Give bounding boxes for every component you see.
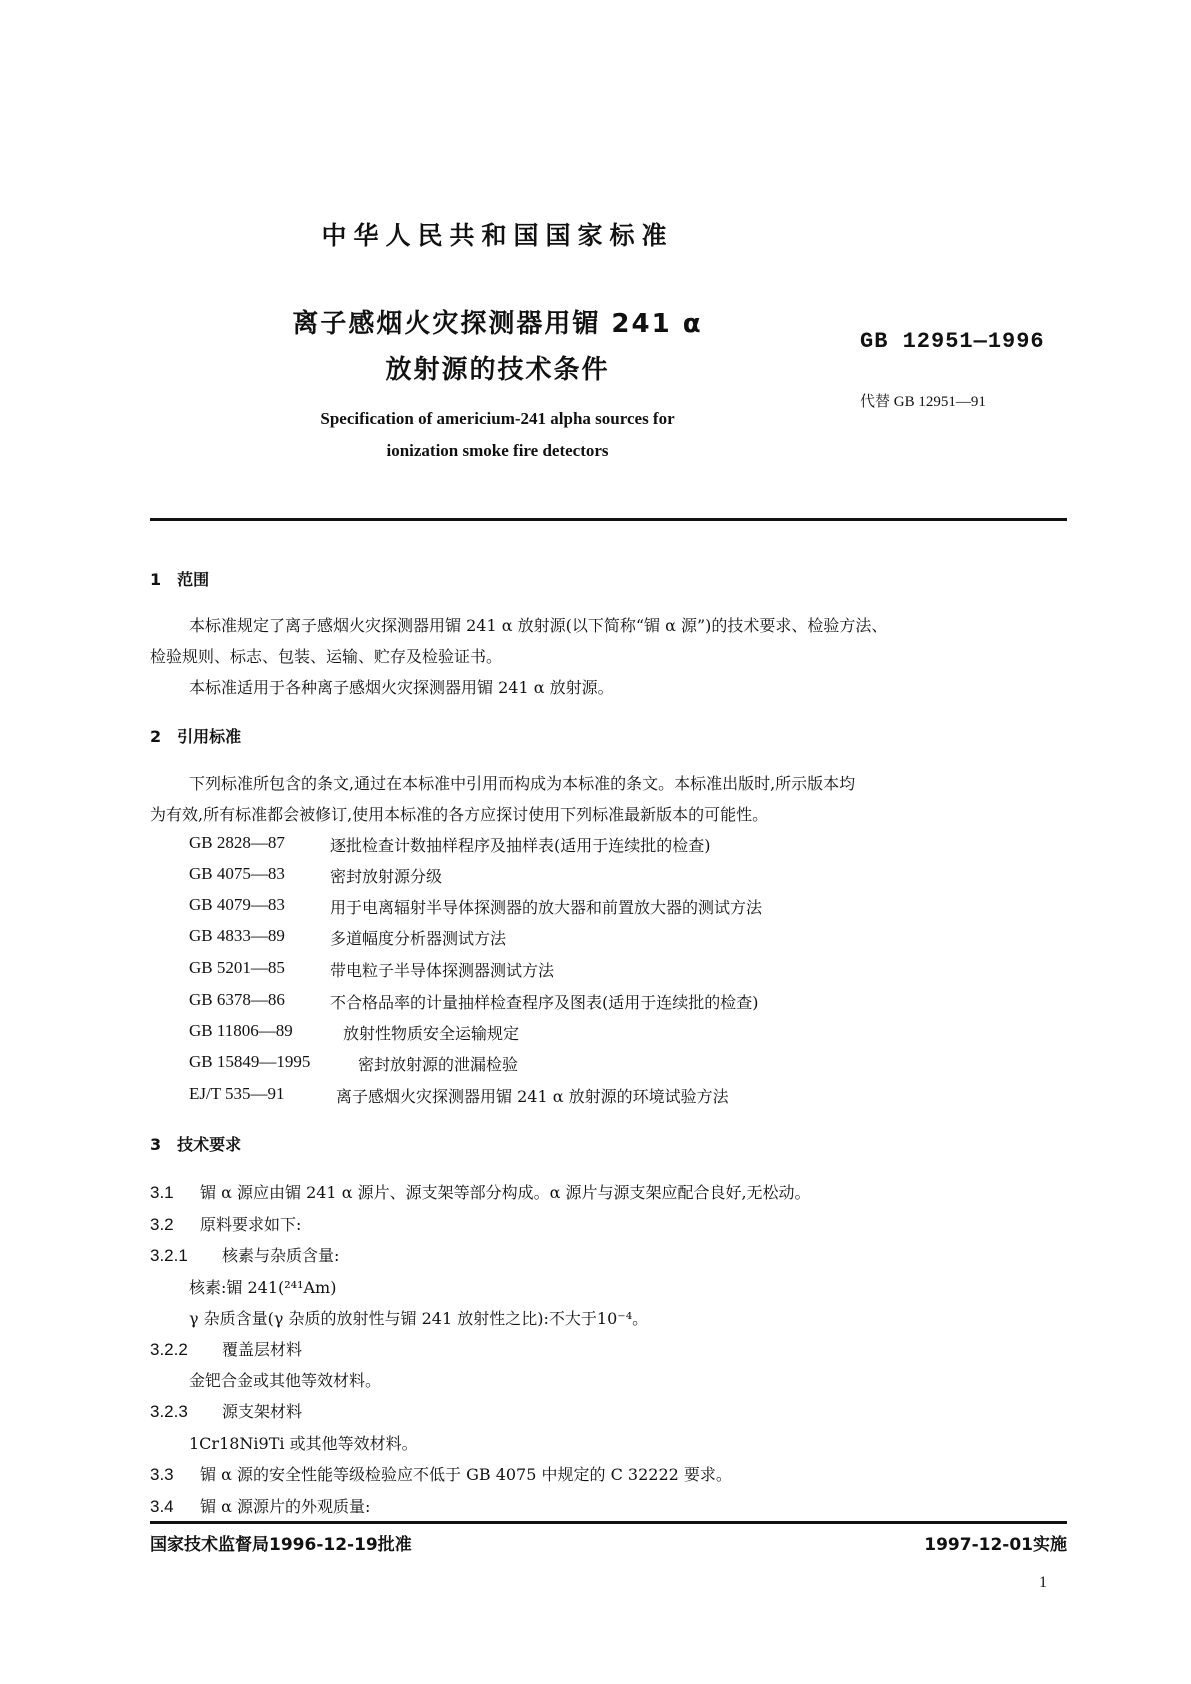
replaces-code: 代替 GB 12951—91 [860,394,986,410]
clause-number: 3.2 [150,1215,174,1234]
reference-code: GB 6378—86 [189,990,285,1009]
clause-3-4 [150,1494,370,1517]
clause-3-2 [150,1212,301,1235]
clause-number: 3.1 [150,1183,174,1202]
page-number: 1 [1039,1574,1047,1591]
paragraph: 为有效,所有标准都会被修订,使用本标准的各方应探讨使用下列标准最新版本的可能性。 [150,805,769,824]
title-cn-line2: 放射源的技术条件 [385,355,610,385]
reference-title: 带电粒子半导体探测器测试方法 [330,961,555,980]
clause-text: 源支架材料 [222,1402,303,1421]
reference-title: 放射性物质安全运输规定 [343,1024,520,1043]
effective-date: 1997-12-01实施 [924,1535,1067,1555]
reference-title: 逐批检查计数抽样程序及抽样表(适用于连续批的检查) [330,836,711,855]
reference-code: EJ/T 535—91 [189,1084,285,1103]
reference-title: 用于电离辐射半导体探测器的放大器和前置放大器的测试方法 [330,898,763,917]
reference-code: GB 11806—89 [189,1021,293,1040]
reference-code: GB 2828—87 [189,833,285,852]
approval-date: 国家技术监督局1996-12-19批准 [150,1535,412,1555]
reference-code: GB 4075—83 [189,864,285,883]
paragraph: 下列标准所包含的条文,通过在本标准中引用而构成为本标准的条文。本标准出版时,所示版本均 [189,774,856,793]
clause-text: 覆盖层材料 [222,1340,303,1359]
clause-number: 3.3 [150,1465,174,1484]
clause-number: 3.2.3 [150,1402,188,1421]
reference-code: GB 15849—1995 [189,1052,311,1071]
top-rule [150,518,1067,521]
standard-type-heading: 中华人民共和国国家标准 [321,221,674,250]
clause-3-2-3 [150,1399,302,1422]
clause-text: 镅 α 源源片的外观质量: [200,1497,371,1516]
standard-code: GB 12951—1996 [860,329,1045,354]
footer-rule [150,1521,1067,1524]
clause-number: 3.2.2 [150,1340,188,1359]
reference-title: 离子感烟火灾探测器用镅 241 α 放射源的环境试验方法 [336,1087,729,1106]
title-en-line2: ionization smoke fire detectors [386,441,609,460]
title-en-line1: Specification of americium-241 alpha sources for [320,409,675,428]
section-3-heading: 3 技术要求 [150,1135,242,1154]
paragraph: 本标准适用于各种离子感烟火灾探测器用镅 241 α 放射源。 [189,678,614,697]
section-1-heading: 1 范围 [150,570,210,589]
clause-3-2-1 [150,1243,339,1266]
paragraph: 本标准规定了离子感烟火灾探测器用镅 241 α 放射源(以下简称“镅 α 源”)的技术要求、检验方法、 [189,616,888,635]
clause-3-1 [150,1180,811,1203]
paragraph: γ 杂质含量(γ 杂质的放射性与镅 241 放射性之比):不大于10⁻⁴。 [189,1309,649,1328]
clause-3-3 [150,1462,732,1485]
clause-text: 原料要求如下: [200,1215,302,1234]
paragraph: 金钯合金或其他等效材料。 [189,1371,382,1390]
clause-number: 3.4 [150,1497,174,1516]
reference-code: GB 4079—83 [189,895,285,914]
title-cn-line1: 离子感烟火灾探测器用镅 241 α [292,309,703,339]
reference-code: GB 4833—89 [189,926,285,945]
reference-title: 多道幅度分析器测试方法 [330,929,507,948]
paragraph: 核素:镅 241(²⁴¹Am) [189,1278,337,1297]
paragraph: 1Cr18Ni9Ti 或其他等效材料。 [189,1434,418,1453]
reference-title: 密封放射源的泄漏检验 [358,1055,519,1074]
clause-text: 镅 α 源的安全性能等级检验应不低于 GB 4075 中规定的 C 32222 要求。 [200,1465,732,1484]
reference-title: 不合格品率的计量抽样检查程序及图表(适用于连续批的检查) [330,993,759,1012]
reference-title: 密封放射源分级 [330,867,443,886]
reference-code: GB 5201—85 [189,958,285,977]
clause-number: 3.2.1 [150,1246,188,1265]
paragraph: 检验规则、标志、包装、运输、贮存及检验证书。 [150,647,503,666]
section-2-heading: 2 引用标准 [150,727,242,746]
clause-3-2-2 [150,1337,302,1360]
clause-text: 镅 α 源应由镅 241 α 源片、源支架等部分构成。α 源片与源支架应配合良好,无松动。 [200,1183,811,1202]
clause-text: 核素与杂质含量: [222,1246,340,1265]
